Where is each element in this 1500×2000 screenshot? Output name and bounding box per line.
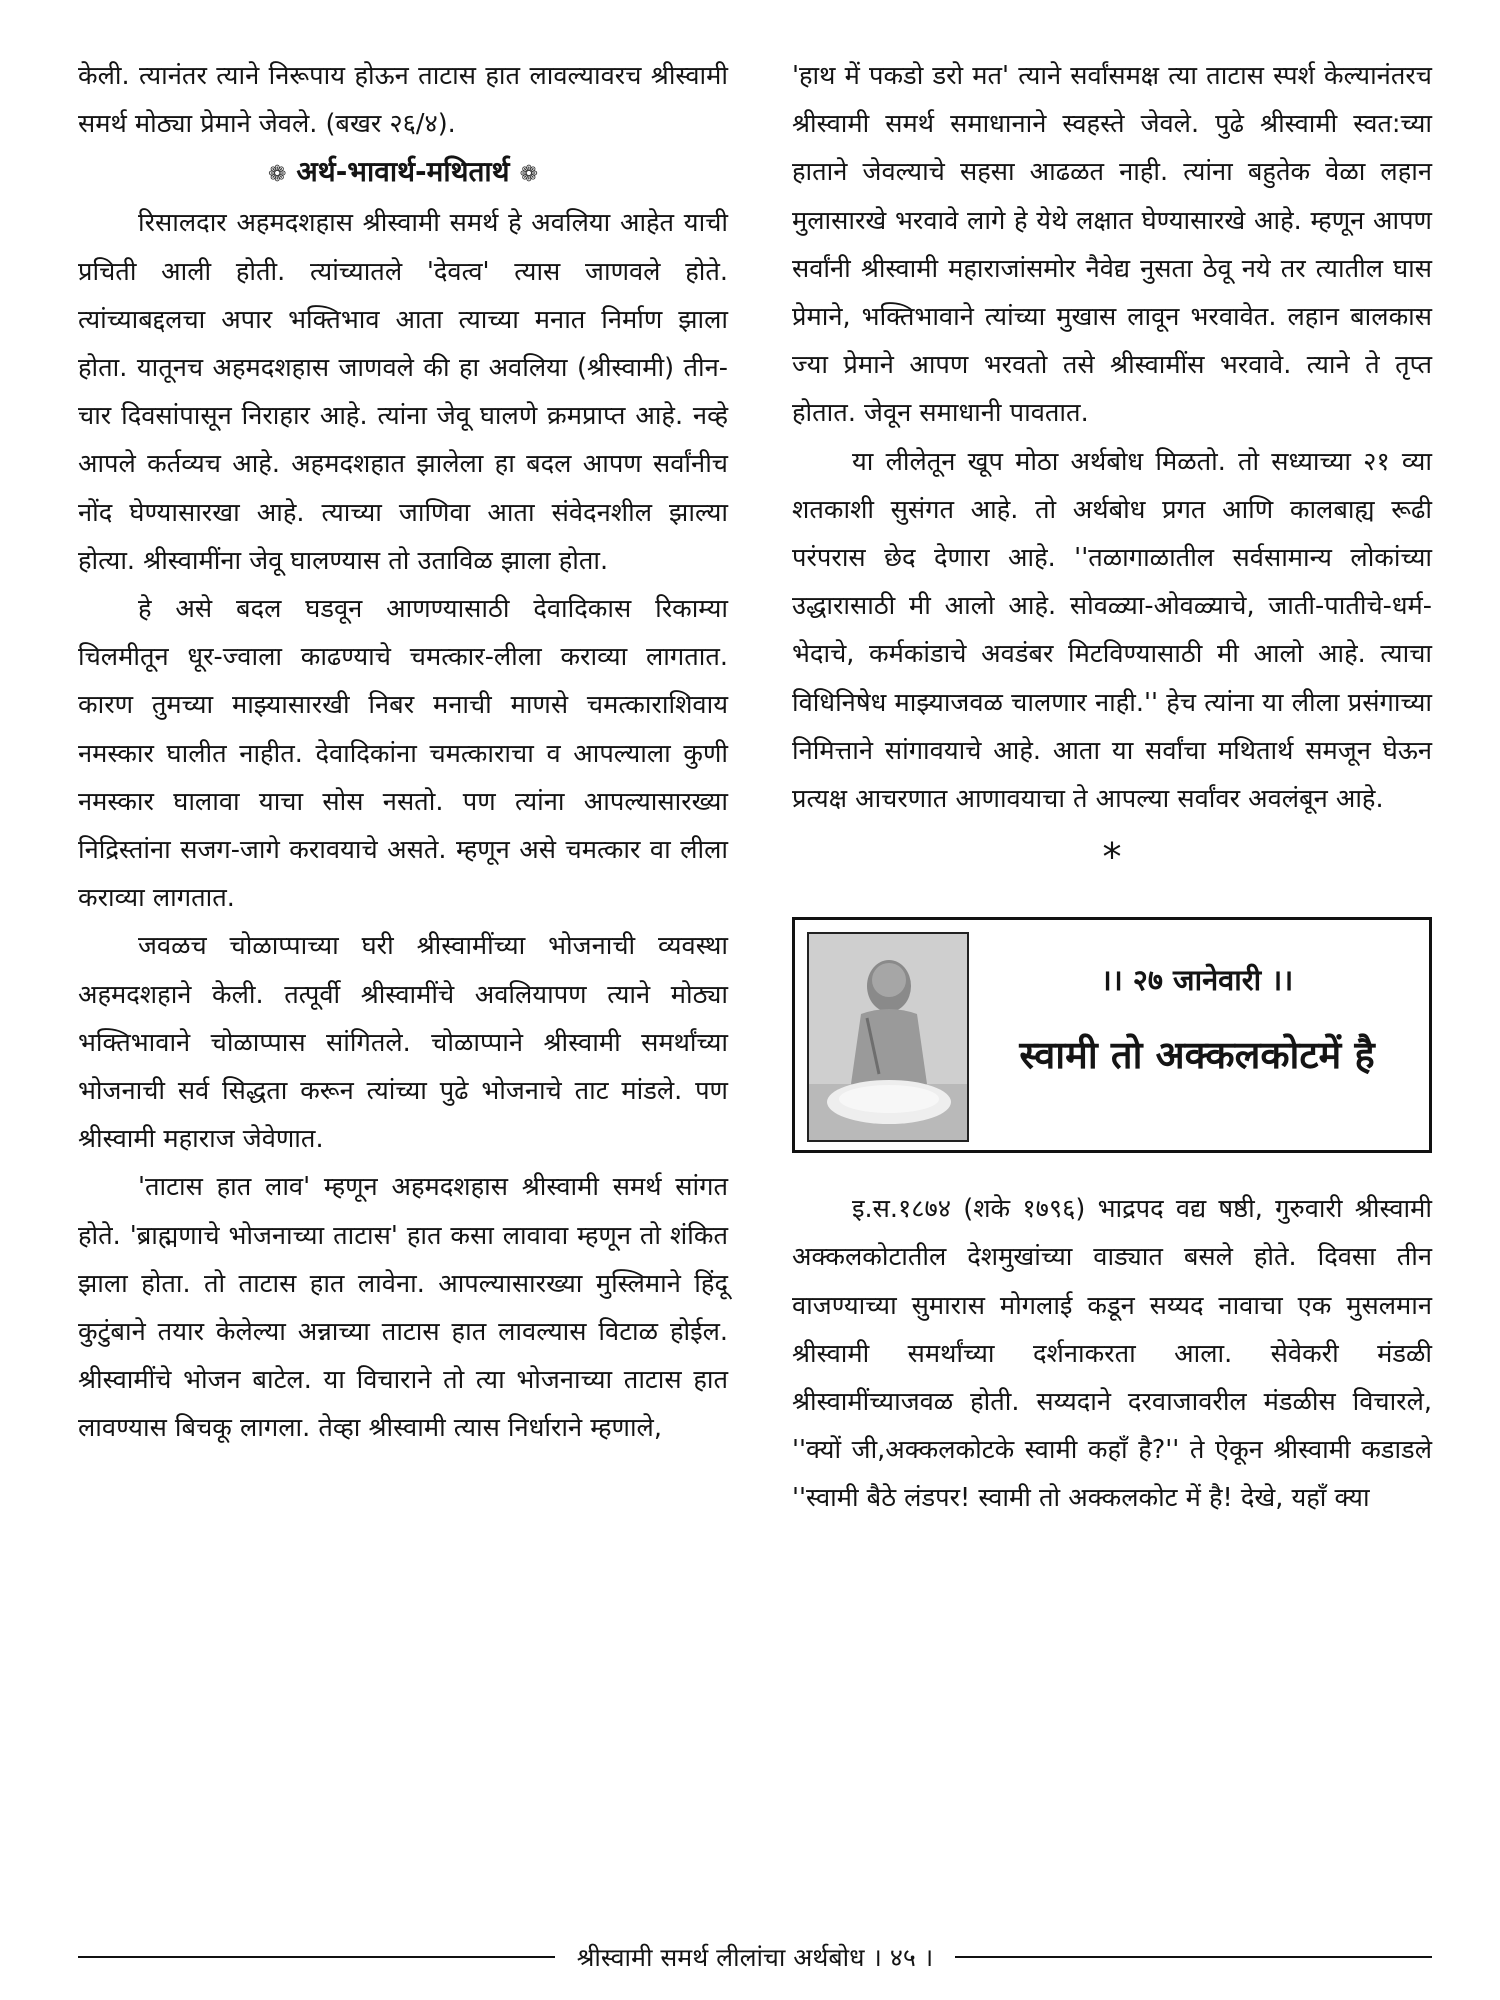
paragraph: इ.स.१८७४ (शके १७९६) भाद्रपद वद्य षष्ठी, गुरुवारी श्रीस्वामी अक्कलकोटातील देशमुखांच्या वाड्यात बसले होते. दिवसा तीन वाजण्याच्या सुमारास मोगलाई कडून सय्यद नावाचा एक मुसलमान श्रीस्वामी समर्थांच्या दर्शनाकरता आला. सेवेकरी मंडळी श्रीस्वामींच्याजवळ होती. सय्यदाने दरवाजावरील मंडळीस विचारले, ''क्यों जी,अक्कलकोटके स्वामी कहाँ है?'' ते ऐकून श्रीस्वामी कडाडले ''स्वामी बैठे लंडपर! स्वामी तो अक्कलकोट में है! देखे, यहाँ क्या [792,1194,1432,1514]
paragraph: रिसालदार अहमदशहास श्रीस्वामी समर्थ हे अवलिया आहेत याची प्रचिती आली होती. त्यांच्यातले 'देवत्व' त्यास जाणवले होते. त्यांच्याबद्दलचा अपार भक्तिभाव आता त्याच्या मनात निर्माण झाला होता. यातूनच अहमदशहास जाणवले की हा अवलिया (श्रीस्वामी) तीन-चार दिवसांपासून निराहार आहे. त्यांना जेवू घालणे क्रमप्राप्त आहे. नव्हे आपले कर्तव्यच आहे. अहमदशहात झालेला हा बदल आपण सर्वांनीच नोंद घेण्यासारखा आहे. त्याच्या जाणिवा आता संवेदनशील झाल्या होत्या. श्रीस्वामींना जेवू घालण्यास तो उताविळ झाला होता. [78,208,728,576]
left-column [78,52,728,1453]
portrait-icon [809,934,967,1140]
day-heading-box [792,917,1432,1153]
swami-portrait-image [807,932,969,1142]
page-footer [78,1940,1432,1974]
footer-rule-right [955,1956,1432,1958]
footer-text: श्रीस्वामी समर्थ लीलांचा अर्थबोध । ४५ । [576,1943,934,1972]
paragraph: केली. त्यानंतर त्याने निरूपाय होऊन ताटास हात लावल्यावरच श्रीस्वामी समर्थ मोठ्या प्रेमाने जेवले. (बखर २६/४). [78,61,728,140]
paragraph: 'हाथ में पकडो डरो मत' त्याने सर्वांसमक्ष त्या ताटास स्पर्श केल्यानंतरच श्रीस्वामी समर्थ समाधानाने स्वहस्ते जेवले. पुढे श्रीस्वामी स्वत:च्या हाताने जेवल्याचे सहसा आढळत नाही. त्यांना बहुतेक वेळा लहान मुलासारखे भरवावे लागे हे येथे लक्षात घेण्यासारखे आहे. म्हणून आपण सर्वांनी श्रीस्वामी महाराजांसमोर नैवेद्य नुसता ठेवू नये तर त्यातील घास प्रेमाने, भक्तिभावाने त्यांच्या मुखास लावून भरवावेत. लहान बालकास ज्या प्रेमाने आपण भरवतो तसे श्रीस्वामींस भरवावे. त्याने ते तृप्त होतात. जेवून समाधानी पावतात. [792,61,1432,429]
paragraph: हे असे बदल घडवून आणण्यासाठी देवादिकास रिकाम्या चिलमीतून धूर-ज्वाला काढण्याचे चमत्कार-लीला कराव्या लागतात. कारण तुमच्या माझ्यासारखी निबर मनाची माणसे चमत्काराशिवाय नमस्कार घालीत नाहीत. देवादिकांना चमत्काराचा व आपल्याला कुणी नमस्कार घालावा याचा सोस नसतो. पण त्यांना आपल्यासारख्या निद्रिस्तांना सजग-जागे करावयाचे असते. म्हणून असे चमत्कार वा लीला कराव्या लागतात. [78,594,728,914]
day-title: स्वामी तो अक्कलकोटमें है [1019,1033,1375,1078]
section-heading [78,148,728,199]
separator-star: * [1102,835,1122,880]
paragraph: या लीलेतून खूप मोठा अर्थबोध मिळतो. तो सध्याच्या २१ व्या शतकाशी सुसंगत आहे. तो अर्थबोध प्रगत आणि कालबाह्य रूढी परंपरास छेद देणारा आहे. ''तळागाळातील सर्वसामान्य लोकांच्या उद्धारासाठी मी आलो आहे. सोवळ्या-ओवळ्याचे, जाती-पातीचे-धर्म-भेदाचे, कर्मकांडाचे अवडंबर मिटविण्यासाठी मी आलो आहे. त्याचा विधिनिषेध माझ्याजवळ चालणार नाही.'' हेच त्यांना या लीला प्रसंगाच्या निमित्ताने सांगावयाचे आहे. आता या सर्वांचा मथितार्थ समजून घेऊन प्रत्यक्ष आचरणात आणावयाचा ते आपल्या सर्वांवर अवलंबून आहे. [792,446,1432,815]
footer-rule-left [78,1956,555,1958]
flower-ornament-icon: ❁ [519,162,539,188]
day-date: ।। २७ जानेवारी ।। [1100,963,1294,998]
paragraph: जवळच चोळाप्पाच्या घरी श्रीस्वामींच्या भोजनाची व्यवस्था अहमदशहाने केली. तत्पूर्वी श्रीस्वामींचे अवलियापण त्याने मोठ्या भक्तिभावाने चोळाप्पास सांगितले. चोळाप्पाने श्रीस्वामी समर्थांच्या भोजनाची सर्व सिद्धता करून त्यांच्या पुढे भोजनाचे ताट मांडले. पण श्रीस्वामी महाराज जेवेणात. [78,931,728,1155]
right-column [792,52,1432,1523]
flower-ornament-icon: ❁ [267,162,287,188]
paragraph: 'ताटास हात लाव' म्हणून अहमदशहास श्रीस्वामी समर्थ सांगत होते. 'ब्राह्मणाचे भोजनाच्या ताटास' हात कसा लावावा म्हणून तो शंकित झाला होता. तो ताटास हात लावेना. आपल्यासारख्या मुस्लिमाने हिंदू कुटुंबाने तयार केलेल्या अन्नाच्या ताटास हात लावल्यास विटाळ होईल. श्रीस्वामींचे भोजन बाटेल. या विचाराने तो त्या भोजनाच्या ताटास हात लावण्यास बिचकू लागला. तेव्हा श्रीस्वामी त्यास निर्धाराने म्हणाले, [78,1172,728,1444]
section-heading-text: अर्थ-भावार्थ-मथितार्थ [296,155,510,189]
